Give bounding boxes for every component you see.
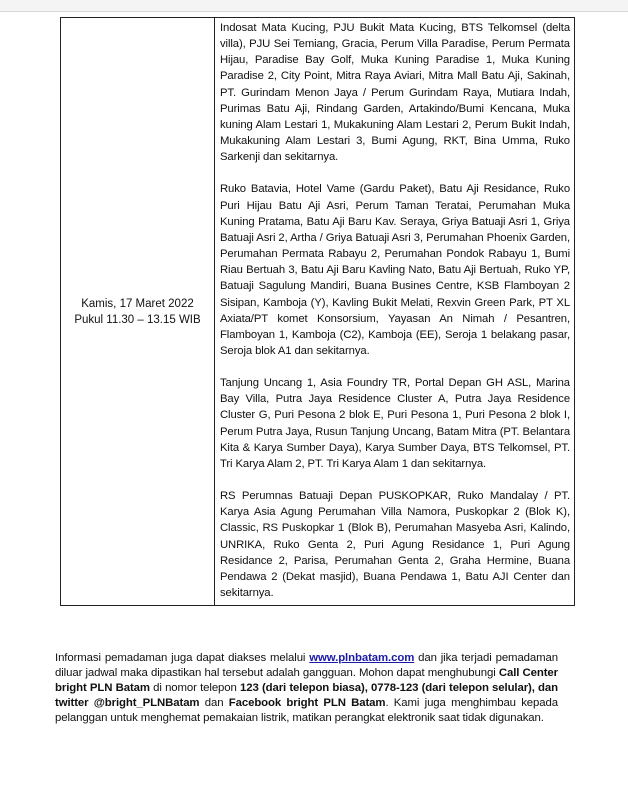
footer-text-5: . Kami juga menghimbau kepada pelanggan untuk menghemat pemakaian listrik, matikan perangkat elektronik saat tidak digunakan. [55,697,558,725]
contact-numbers: 123 (dari telepon biasa), 0778-123 (dari telepon selular), dan twitter @bright_PLNBatam [55,682,558,710]
facebook-account: Facebook bright PLN Batam [228,697,386,710]
area-group-2: Ruko Batavia, Hotel Vame (Gardu Paket), Batu Aji Residance, Ruko Puri Hijau Batu Aji Asri, Perum Taman Teratai, Perumahan Muka Kuning Pratama, Batu Aji Baru Kav. Seraya, Griya Batuaji Asri 1, Griya Batuaji Asri 2, Artha / Griya Batuaji Asri 3, Perumahan Phoenix Garden, Perumahan Permata Rabayu 2, Perumahan Pondok Rabayu 1, Bumi Riau Bertuah 3, Batu Aji Baru Kavling Nato, Batu Aji Bertuah, Ruko YP, Batuaji Sagulung Mandiri, Buana Busines Centre, KSB Flamboyan 2 Sisipan, Kamboja (Y), Kavling Bukit Melati, Rexvin Green Park, PT XL Axiata/PT komet Konsorsium, Yayasan An Nimah / Pesantren, Flamboyan 1, Kamboja (C2), Kamboja (EE), Seroja 1 belakang pasar, Seroja blok A1 dan sekitarnya. [220,183,570,357]
window-top-strip [0,0,628,12]
info-paragraph [55,651,558,726]
table-row [61,18,575,606]
area-group-1: Indosat Mata Kucing, PJU Bukit Mata Kucing, BTS Telkomsel (delta villa), PJU Sei Temiang, Gracia, Perum Villa Paradise, Perum Permata Hijau, Paradise Bay Golf, Muka Kuning Paradise 1, Muka Kuning Paradise 2, City Point, Mitra Raya Aviari, Mitra Mall Batu Aji, Sakinah, PT. Gurindam Menon Jaya / Perum Gurindam Raya, Mutiara Indah, Purimas Batu Aji, Rindang Garden, Artakindo/Bumi Kencana, Muka kuning Alam Lestari 1, Mukakuning Alam Lestari 2, Perum Bukit Indah, Mukakuning Alam Lestari 3, Bumi Agung, RKT, Bina Umma, Ruko Sarkenji dan sekitarnya. [220,22,570,164]
footer-text-1: Informasi pemadaman juga dapat diakses melalui [55,652,310,664]
area-group-4: RS Perumnas Batuaji Depan PUSKOPKAR, Ruko Mandalay / PT. Karya Asia Agung Perumahan Villa Namora, Puskopkar 2 (Blok K), Classic, RS Puskopkar 1 (Blok B), Perumahan Masyeba Asri, Kalindo, UNRIKA, Ruko Genta 2, Puri Agung Residance 1, Puri Agung Residance 2, Parisa, Perumahan Genta 2, Graha Hermine, Buana Pendawa 2 (Dekat masjid), Buana Pendawa 1, Batu AJI Center dan sekitarnya. [220,490,570,599]
call-center-name: Call Center bright PLN Batam [55,667,559,695]
plnbatam-website-link[interactable]: www.plnbatam.com [309,652,415,664]
footer-text-4: dan [199,697,229,710]
affected-areas-cell [215,18,575,606]
footer-text-3: di nomor telepon [149,682,240,695]
footer-text-2: dan jika terjadi pemadaman diluar jadwal maka dipastikan hal tersebut adalah gangguan. Mohon dapat menghubungi [55,652,559,680]
area-group-3: Tanjung Uncang 1, Asia Foundry TR, Portal Depan GH ASL, Marina Bay Villa, Putra Jaya Residence Cluster A, Putra Jaya Residence Cluster G, Puri Pesona 2 blok E, Puri Pesona 1, Puri Pesona 2 blok I, Perum Putra Jaya, Rusun Tanjung Uncang, Batam Mitra (PT. Belantara Kita & Karya Sumber Daya), Karya Sumber Daya, BTS Telkomsel, PT. Tri Karya Alam 2, PT. Tri Karya Alam 1 dan sekitarnya. [220,377,570,470]
outage-schedule-table [60,17,575,606]
schedule-time: Pukul 11.30 – 13.15 WIB [74,313,201,326]
schedule-date-cell [61,18,215,606]
schedule-date: Kamis, 17 Maret 2022 [81,297,194,310]
